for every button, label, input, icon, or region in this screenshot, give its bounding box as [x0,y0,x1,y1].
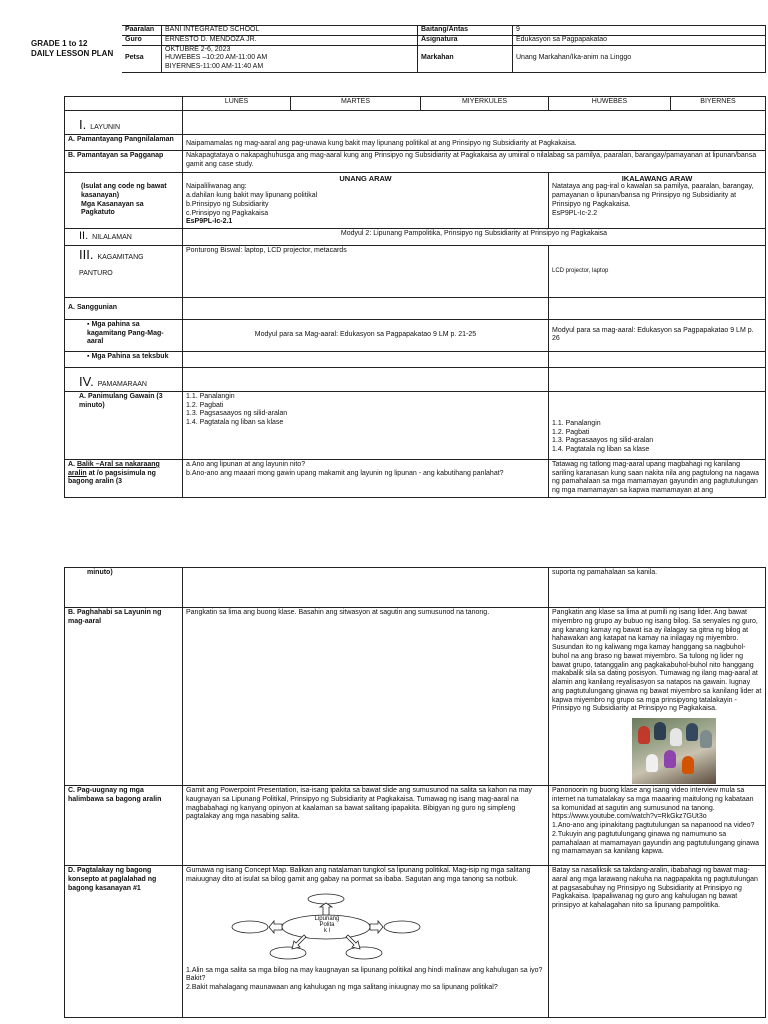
panimulang-left [183,391,549,459]
paghahabi-right [549,608,766,786]
balik-aral-left [183,459,549,497]
kagamitan-left: Ponturong Biswal: laptop, LCD projector, metacards [183,245,549,297]
guro-label: Guro [122,35,162,45]
person-figure [686,723,698,741]
lesson-plan-table-page-1 [64,96,766,498]
list-item: 1.3. Pagsasaayos ng silid-aralan [186,410,288,418]
concept-map [226,891,426,961]
pahina-gabay-label [65,319,183,351]
question: 1.Alin sa mga salita sa mga bilog na may kaugnayan sa lipunang politikal ang hindi malinaw ang kahulugan sa iyo? Bakit? [186,966,543,983]
section-label: PAMAMARAAN [97,380,147,388]
panimulang-right [549,391,766,459]
day-miyerkules: MIYERKULES [421,97,549,111]
arrow-down-right-icon [346,935,360,949]
kasanayan-note: (Isulat ang code ng bawat kasanayan) [81,183,167,199]
asignatura-label: Asignatura [418,35,513,45]
person-figure [682,756,694,774]
pag-uugnay-left: Gamit ang Powerpoint Presentation, isa-isang ipakita sa bawat slide ang sumusunod na salita sa kahon na may kaugnayan sa Lipunang Politikal, Prinsipyo ng Subsidiarity at Pagkakaisa. Tumawag ng isang mag-aaral na magbabahagi ng kanyang opinyon at kaalaman sa bawat salitang ipapakita. Bibigyan ng guro ng simpleng pagtalakay ang mga nasabing salita. [183,786,549,866]
list-item: 1.3. Pagsasaayos ng silid-aralan [552,437,654,445]
arrow-down-left-icon [292,935,306,949]
empty-cell [183,568,549,608]
petsa-line-1: OKTUBRE 2-6, 2023 [165,45,231,53]
row-title: Paghahabi sa Layunin ng mag-aaral [68,609,162,625]
pahina-teksbuk-label [65,351,183,367]
row-title: Pag-uugnay ng mga halimbawa sa bagong aralin [68,787,162,803]
person-figure [664,750,676,768]
row-letter: D. [68,867,75,874]
paghahabi-label [65,608,183,786]
section-label: LAYUNIN [90,123,121,131]
person-figure [700,730,712,748]
kasanayan-title: Mga Kasanayan sa Pagkatuto [81,200,144,217]
kagamitan-right: LCD projector, laptop [549,245,766,297]
grade-label [28,26,122,73]
bullet-icon: ▪ [87,352,90,360]
paaralan-label: Paaralan [122,26,162,36]
pamantayan-pagganap-text: Nakapagtataya o nakapaghuhusga ang mag-aaral kung ang Prinsipyo ng Subsidiarity at Pagkakaisa ay umiiral o nilalabag sa pamilya, paaralan, barangay/pamayanan at lipunan/bansa gamit ang case study. [183,151,766,173]
list-item: 1.2. Pagbati [552,428,590,436]
row-letter: B. [68,609,75,616]
grade-text: GRADE 1 to 12 [31,38,88,48]
row-letter: A. [68,304,75,311]
section-num: II. [79,230,89,243]
person-figure [670,728,682,746]
center-label-line: Polita [319,921,335,928]
asignatura-value: Edukasyon sa Pagpapakatao [513,35,766,45]
day-lunes: LUNES [183,97,291,111]
left-oval [232,921,268,933]
bottom-left-oval [270,947,306,959]
petsa-label: Petsa [122,45,162,72]
center-label-line: k l [324,928,330,935]
plan-type-text: DAILY LESSON PLAN [31,48,114,58]
empty-cell [183,297,549,319]
pagtalakay-label [65,866,183,1018]
empty-cell [183,111,766,135]
right-oval [384,921,420,933]
person-figure [646,754,658,772]
row-title: Pagtalakay ng bagong konsepto at paglalahad ng bagong kasanayan #1 [68,867,157,892]
ikalawang-araw-cell [549,173,766,229]
pag-uugnay-label [65,786,183,866]
bottom-right-oval [346,947,382,959]
balik-aral-label [65,459,183,497]
row-letter: C. [68,787,75,794]
paghahabi-text: Pangkatin ang klase sa lima at pumili ng isang lider. Ang bawat miyembro ng grupo ay bubuo ng isang bilog. Sa senyales ng guro, ang kanang kamay ng bawat isa ay ilalagay sa gitna ng bilog at hahawakan ang katapat na kamay na inilagay ng miyembro. Susundan ito ng kaliwang mga kamay hanggang sa nagbuhol-buhol na ang braso ng bawat miyembro. Sa tulong ng lider ng bawat grupo, tatanggalin ang pagkakabuhol-buhol nito hanggang makabalik sila sa dating posisyon. Tumawag ng ilang mag-aaral at alamin ang kanilang reyalisasyon sa natapos na gawain. Iugnay ang pagtutulungang ginawa ng bawat miyembro sa kanilang lider at kapwa miyembro ng grupo sa mga prinsipyong tatalakayin - Prinsipyo ng Subsidiarity at Prinsipyo ng Pagkakaisa. [552,609,762,713]
concept-map-center-label [312,916,342,935]
empty-cell [549,367,766,391]
section-label: NILALAMAN [92,234,132,242]
list-item: 1.4. Pagtatala ng liban sa klase [552,446,650,454]
empty-cell [549,297,766,319]
group-activity-photo [632,718,716,784]
row-letter: A. [79,392,86,400]
row-letter: B. [68,152,75,159]
arrow-left-icon [269,921,282,933]
pamantayan-pagganap-label [65,151,183,173]
arrow-up-icon [320,903,332,915]
person-figure [638,726,650,744]
pagtalakay-right: Batay sa nasaliksik sa takdang-aralin, ibabahagi ng bawat mag-aaral ang mga larawang nakuha na nagpapakita ng pagtutulungan at pagsasabuhay ng Prinsipyo ng Subsidiarity at Prinsipyo ng Pagkakaisa. Ipapaliwanag ng guro ang kahulugan ng bawat prinsipyo at kahalagahan nito sa lipunang pampolitika. [549,866,766,1018]
video-link[interactable]: https://www.youtube.com/watch?v=RkGkz7GUt3o [552,813,707,821]
section-label: KAGAMITANG PANTURO [79,253,144,278]
pag-uugnay-text: Panonoorin ng buong klase ang isang video interview mula sa internet na tumatalakay sa mga maaaring maitulong ng kabataan sa komunidad at sagutin ang sumusunod na tanong. [552,787,754,812]
pahina-gabay-left: Modyul para sa Mag-aaral: Edukasyon sa Pagpapakatao 9 LM p. 21-25 [183,319,549,351]
nilalaman-text: Modyul 2: Lipunang Pampolitika, Prinsipyo ng Subsidiarity at Prinsipyo ng Pagkakaisa [183,229,766,246]
row-title: Pamantayang Pangnilalaman [76,136,174,143]
list-item: 1.1. Panalangin [552,419,601,427]
empty-cell [183,351,549,367]
bullet-icon: ▪ [87,320,90,328]
corner-cell [65,97,183,111]
pamantayang-pangnilalaman-text: Naipamamalas ng mag-aaral ang pag-unawa kung bakit may lipunang politikal at ang Prinsipyo ng Subsidiarity at Pagkakaisa. [183,135,766,151]
baitang-value: 9 [513,26,766,36]
kasanayan-label [65,173,183,229]
balik-aral-cont-label: minuto) [65,568,183,608]
empty-cell [183,367,549,391]
header-table [27,25,766,73]
top-oval [308,894,344,904]
paaralan-value: BANI INTEGRATED SCHOOL [162,26,418,36]
empty-cell [549,351,766,367]
panimulang-gawain-label [65,391,183,459]
lesson-plan-table-page-2 [64,567,766,1018]
unang-line: b.Prinsipyo ng Subsidiarity [186,200,269,208]
section-layunin [65,111,183,135]
row-title: Mga Pahina sa teksbuk [91,352,169,360]
markahan-label: Markahan [418,45,513,72]
list-item: 1.1. Panalangin [186,392,235,400]
markahan-value: Unang Markahan/Ika-anim na Linggo [513,45,766,72]
pamantayang-pangnilalaman-label [65,135,183,151]
pagtalakay-left [183,866,549,1018]
ikalawang-code: EsP9PL-Ic-2.2 [552,209,598,217]
pag-uugnay-right [549,786,766,866]
balik-aral-cont-right: suporta ng pamahalaan sa kanila. [549,568,766,608]
person-figure [654,722,666,740]
center-label-line: Lipunang [314,915,340,922]
question: 2.Tukuyin ang pagtutulungang ginawa ng namumuno sa pamahalaan at mamamayan gayundin ang pagtutulungang ginawa ng mamamayan sa kanilang kapwa. [552,830,760,856]
day-biyernes: BIYERNES [671,97,766,111]
section-num: III. [79,246,94,262]
question: 2.Bakit mahalagang maunawaan ang kahulugan ng mga salitang iniuugnay mo sa lipunang politikal? [186,984,498,991]
unang-araw-cell [183,173,549,229]
row-title: Panimulang Gawain (3 minuto) [79,392,163,409]
baitang-label: Baitang/Antas [418,26,513,36]
ikalawang-araw-heading: IKALAWANG ARAW [621,174,693,183]
guro-value: ERNESTO D. MENDOZA JR. [162,35,418,45]
section-pamamaraan [65,367,183,391]
section-num: I. [79,116,87,132]
ikalawang-text: Natataya ang pag-iral o kawalan sa pamilya, paaralan, barangay, pamayanan o lipunan/bansa ng Prinsipyo ng Subsidiarity at Prinsipyo ng Pagkakaisa. [552,183,754,208]
sanggunian-label [65,297,183,319]
row-title: Pamantayan sa Pagganap [76,152,164,159]
concept-map-instructions: Gumawa ng isang Concept Map. Balikan ang natalaman tungkol sa lipunang politikal. Mag-isip ng mga salitang maiuugnay dito at isulat sa bilog gamit ang gabay na pormat sa ibaba. Sagutan ang mga tanong sa notbuk. [186,867,531,883]
pahina-gabay-right: Modyul para sa mag-aaral: Edukasyon sa Pagpapakatao 9 LM p. 26 [549,319,766,351]
day-huwebes: HUWEBES [549,97,671,111]
section-kagamitan [65,245,183,297]
row-title: Sanggunian [76,304,118,311]
petsa-line-3: BIYERNES-11:00 AM-11:40 AM [165,63,264,70]
question: b.Ano-ano ang maaari mong gawin upang makamit ang layunin ng lipunan - ang kabutihang panlahat? [186,469,504,477]
unang-code: EsP9PL-Ic-2.1 [186,218,233,226]
row-title: Balik –Aral sa nakaraang aralin [68,460,160,477]
row-title-cont: at /o pagsisimula ng bagong aralin (3 [68,469,156,486]
unang-line: a.dahilan kung bakit may lipunang politikal [186,192,318,200]
section-num: IV. [79,373,94,389]
row-letter: A. [68,136,75,143]
balik-aral-right: Tatawag ng tatlong mag-aaral upang magbahagi ng kanilang sariling karanasan kung saan nakita nila ang pagtulong na nagawa ng pamahalaan sa mga mamamayan gayundin ang pagtutulungan ng mga mamamayan sa kapwa mamamayan at ang [549,459,766,497]
petsa-value [162,45,418,72]
question: a.Ano ang lipunan at ang layunin nito? [186,460,306,468]
question: 1.Ano-ano ang ipinakitang pagtutulungan sa napanood na video? [552,822,755,829]
section-nilalaman [65,229,183,246]
paghahabi-left: Pangkatin sa lima ang buong klase. Basahin ang sitwasyon at sagutin ang sumusunod na tanong. [183,608,549,786]
day-martes: MARTES [291,97,421,111]
unang-line: Naipaliliwanag ang: [186,183,247,191]
unang-line: c.Prinsipyo ng Pagkakaisa [186,209,269,217]
petsa-line-2: HUWEBES –10:20 AM-11:00 AM [165,54,268,62]
list-item: 1.4. Pagtatala ng liban sa klase [186,419,284,427]
row-title: Mga pahina sa kagamitang Pang-Mag-aaral [87,320,164,346]
row-letter: A. [68,460,75,468]
list-item: 1.2. Pagbati [186,401,224,409]
arrow-right-icon [370,921,383,933]
unang-araw-heading: UNANG ARAW [339,174,392,183]
